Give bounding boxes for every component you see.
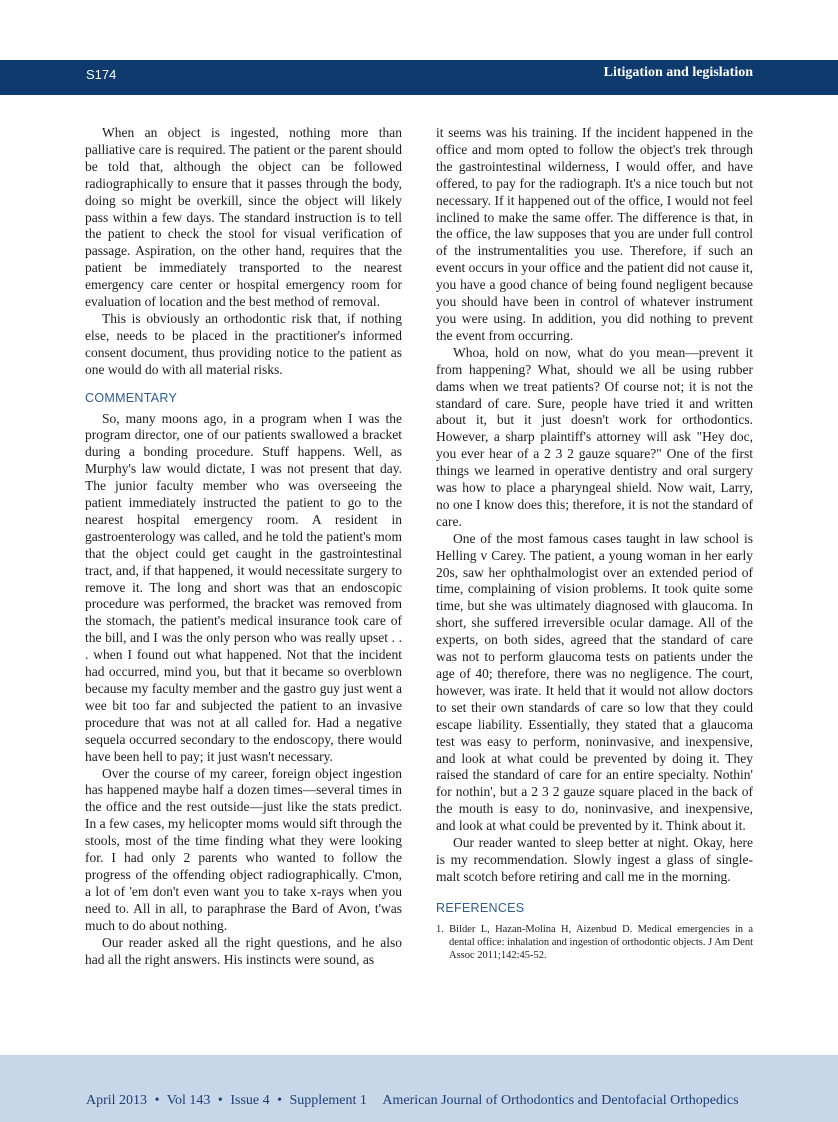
paragraph: Our reader asked all the right questions, and he also had all the right answers. His instincts were sound, as xyxy=(85,934,402,967)
paragraph: it seems was his training. If the incident happened in the office and mom opted to follow the object's trek through the gastrointestinal wilderness, I would offer, and have offered, to pay for the radiograph. It's a nice touch but not necessary. If it happened out of the office, I would not feel inclined to make the same offer. The difference is that, in the office, the law supposes that you are under full control of the instrumentalities you use. Therefore, if such an event occurs in your office and the patient did not cause it, you have a good chance of being found negligent because you should have been in control of whatever instrument you were using. In addition, you did nothing to prevent the event from occurring. xyxy=(436,125,753,343)
paragraph: So, many moons ago, in a program when I was the program director, one of our patients swallowed a bracket during a bonding procedure. Stuff happens. Well, as Murphy's law would dictate, I was not present that day. The junior faculty member who was overseeing the patient immediately instructed the patient to go to the nearest hospital emergency room. A resident in gastroenterology was called, and he told the patient's mom that the object could get caught in the gastrointestinal tract, and, if that happened, it would necessitate surgery to remove it. The long and short was that an endoscopic procedure was performed, the bracket was removed from the stomach, the patient's medical insurance took care of the bill, and I was the only person who was really upset . . . when I found out what happened. Not that the incident had occurred, mind you, but that it became so overblown because my faculty member and the gastro guy just went a wee bit too far and subjected the patient to an invasive procedure that was not at all called for. Had a negative sequela occurred secondary to the endoscopy, there would have been hell to pay; it just wasn't necessary. xyxy=(85,410,402,764)
paragraph: This is obviously an orthodontic risk that, if nothing else, needs to be placed in the practitioner's informed consent document, thus providing notice to the patient as one would do with all material risks. xyxy=(85,310,402,377)
footer-date: April 2013 xyxy=(86,1093,148,1108)
paragraph: Our reader wanted to sleep better at night. Okay, here is my recommendation. Slowly ingest a glass of single-malt scotch before retiring and call me in the morning. xyxy=(436,835,753,884)
paragraph: One of the most famous cases taught in law school is Helling v Carey. The patient, a young woman in her early 20s, saw her ophthalmologist over an extended period of time, complaining of vision problems. It took quite some time, but she was ultimately diagnosed with glaucoma. In short, she suffered irreversible ocular damage. All of the experts, on both sides, agreed that the standard of care was not to perform glaucoma tests on patients under the age of 40; therefore, there was no negligence. The court, however, was irate. It held that it would not allow doctors to set their own standards of care so low that they could escape liability. Essentially, they stated that a glaucoma test was easy to perform, noninvasive, and inexpensive, and look at what could be prevented by doing it. They raised the standard of care for an entire specialty. Nothin' for nothin', but a 2 3 2 gauze square placed in the back of the mouth is easy to do, noninvasive, and inexpensive, and look at what could be prevented by it. Think about it. xyxy=(436,530,753,834)
reference-item: 1. Bilder L, Hazan-Molina H, Aizenbud D. Medical emergencies in a dental office: inhalation and ingestion of orthodontic objects. J Am Dent Assoc 2011;142:45-52. xyxy=(436,923,753,961)
paragraph: Over the course of my career, foreign object ingestion has happened maybe half a dozen times—several times in the office and the rest outside—just like the stats predict. In a few cases, my helicopter moms would sift through the stools, most of the time finding what they were looking for. I had only 2 parents who wanted to follow the progress of the offending object radiographically. C'mon, a lot of 'em don't even want you to take x-rays when you need to. All in all, to paraphrase the Bard of Avon, t'was much to do about nothing. xyxy=(85,765,402,933)
footer-separator: • xyxy=(217,1093,223,1108)
paragraph: When an object is ingested, nothing more than palliative care is required. The patient or the parent should be told that, although the object can be followed radiographically to ensure that it passes through the body, doing so might be overkill, since the object will likely pass within a few days. The standard instruction is to tell the patient to check the stool for visual verification of passage. Aspiration, on the other hand, requires that the patient be immediately transported to the nearest emergency care center or hospital emergency room for evaluation of location and the best method of removal. xyxy=(85,125,402,310)
right-column xyxy=(436,125,753,962)
footer-supplement: Supplement 1 xyxy=(289,1093,367,1108)
paragraph: Whoa, hold on now, what do you mean—prevent it from happening? What, should we all be using rubber dams when we treat patients? Of course not; it is not the standard of care. Sure, people have tried it and written about it, but it just doesn't work for orthodontics. However, a sharp plaintiff's attorney will ask "Hey doc, you ever hear of a 2 3 2 gauze square?" One of the first things we learned in operative dentistry and oral surgery was how to place a pharyngeal shield. Now wait, Larry, no one I know does this; therefore, it is not the standard of care. xyxy=(436,344,753,529)
references-heading: REFERENCES xyxy=(436,900,525,915)
left-column xyxy=(85,125,402,968)
page-number: S174 xyxy=(86,67,117,82)
footer-separator: • xyxy=(277,1093,283,1108)
footer-journal-name: American Journal of Orthodontics and Dentofacial Orthopedics xyxy=(382,1093,739,1108)
footer-volume: Vol 143 xyxy=(166,1093,211,1108)
footer-separator: • xyxy=(154,1093,160,1108)
commentary-heading: COMMENTARY xyxy=(85,390,178,405)
section-title: Litigation and legislation xyxy=(603,65,753,80)
footer-citation xyxy=(86,1093,739,1109)
footer-issue: Issue 4 xyxy=(230,1093,270,1108)
page-header-bar xyxy=(0,60,838,95)
page-footer-bar xyxy=(0,1055,838,1122)
